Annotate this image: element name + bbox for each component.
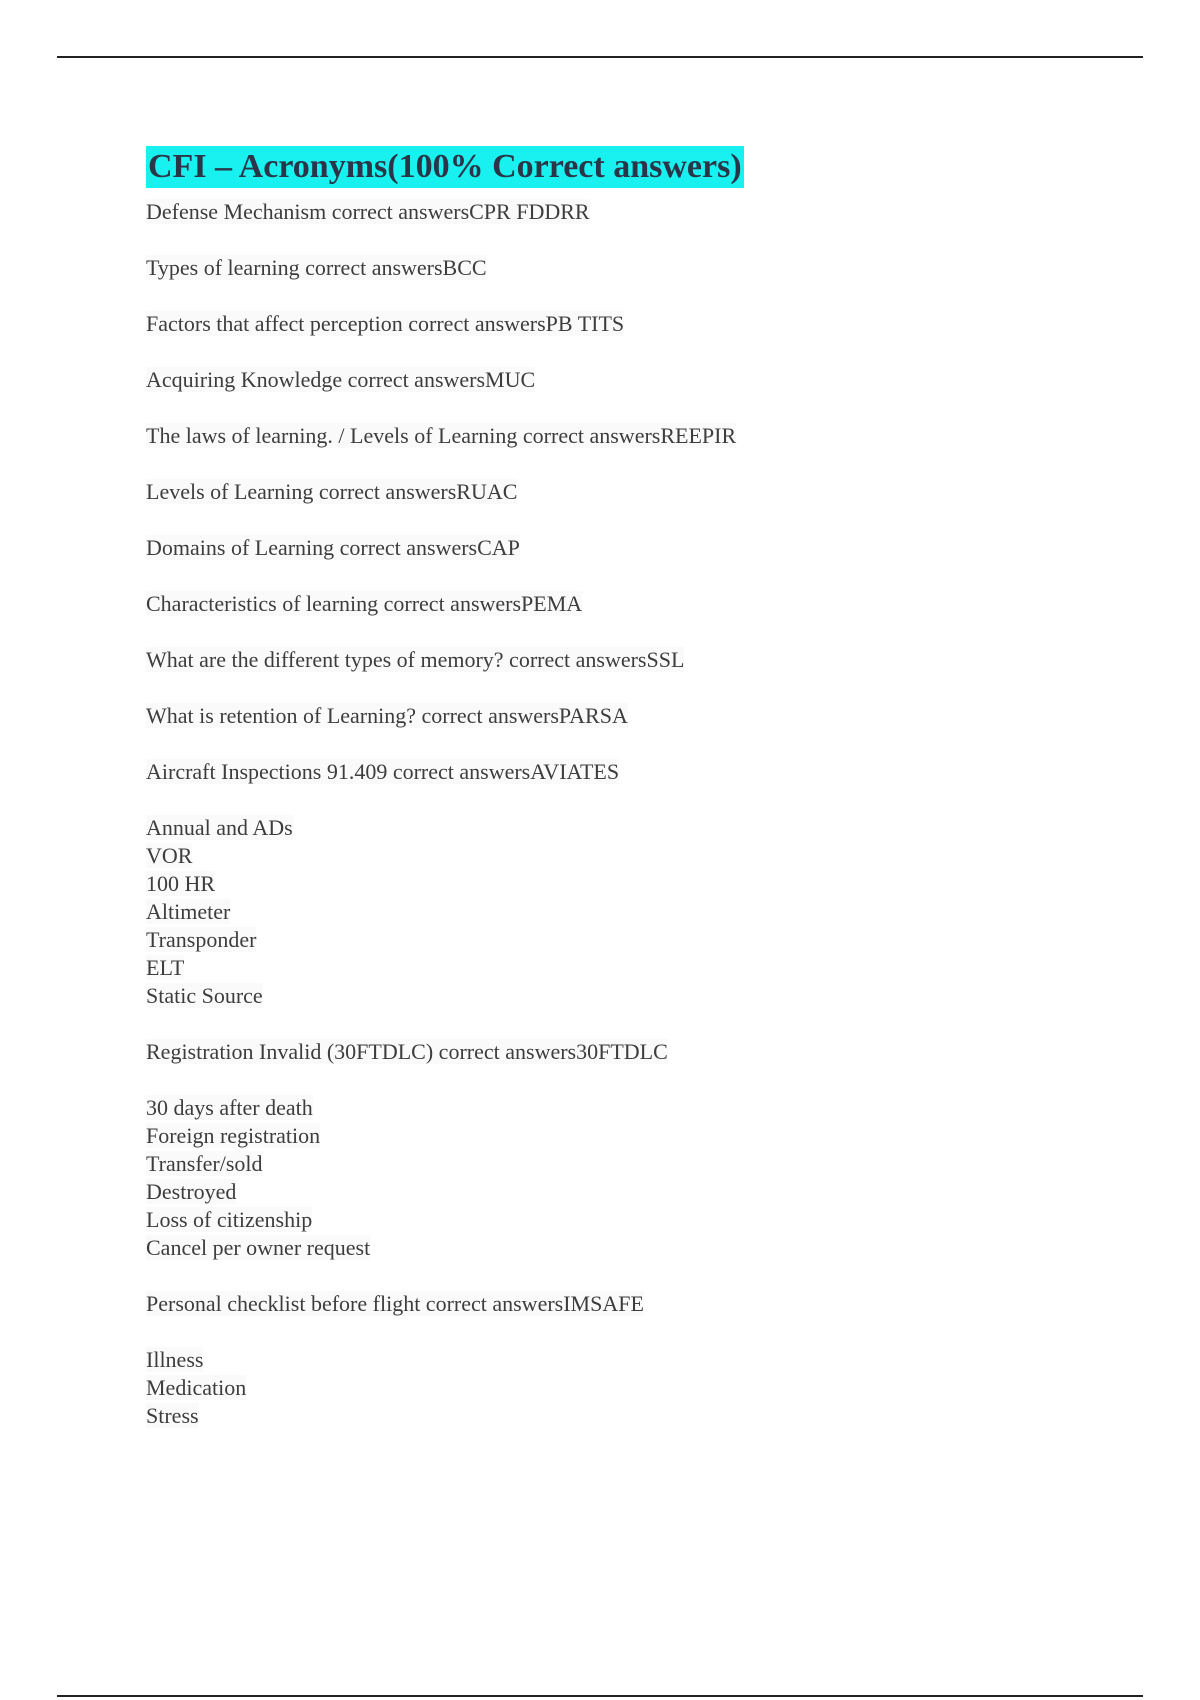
- entry-line: 100 HR: [146, 871, 216, 896]
- entry-types-of-learning: [146, 254, 1146, 282]
- entry-imsafe-list: [146, 1346, 1146, 1430]
- entry-line: What is retention of Learning? correct answersPARSA: [146, 703, 628, 728]
- entry-aircraft-inspections: [146, 758, 1146, 786]
- entry-line: Transfer/sold: [146, 1151, 263, 1176]
- entry-line: Transponder: [146, 927, 257, 952]
- entry-line: Medication: [146, 1375, 247, 1400]
- entry-line: Domains of Learning correct answersCAP: [146, 535, 520, 560]
- entry-line: Aircraft Inspections 91.409 correct answersAVIATES: [146, 759, 620, 784]
- entry-domains-of-learning: [146, 534, 1146, 562]
- entry-line: Personal checklist before flight correct answersIMSAFE: [146, 1291, 644, 1316]
- entry-acquiring-knowledge: [146, 366, 1146, 394]
- entry-line: Static Source: [146, 983, 263, 1008]
- document-body: [146, 146, 1146, 1458]
- header-rule: [57, 56, 1143, 58]
- entry-line: Levels of Learning correct answersRUAC: [146, 479, 518, 504]
- entry-personal-checklist: [146, 1290, 1146, 1318]
- entry-line: Types of learning correct answersBCC: [146, 255, 487, 280]
- footer-rule: [57, 1695, 1143, 1697]
- entry-line: Acquiring Knowledge correct answersMUC: [146, 367, 536, 392]
- entry-levels-of-learning: [146, 478, 1146, 506]
- entry-line: Factors that affect perception correct answersPB TITS: [146, 311, 625, 336]
- entry-factors-perception: [146, 310, 1146, 338]
- entry-characteristics-of-learning: [146, 590, 1146, 618]
- entry-line: Altimeter: [146, 899, 231, 924]
- entry-types-of-memory: [146, 646, 1146, 674]
- entry-line: ELT: [146, 955, 185, 980]
- entry-laws-of-learning: [146, 422, 1146, 450]
- document-title: CFI – Acronyms(100% Correct answers): [146, 146, 744, 188]
- entry-line: Illness: [146, 1347, 204, 1372]
- entry-defense-mechanism: [146, 198, 1146, 226]
- entry-line: 30 days after death: [146, 1095, 313, 1120]
- entry-line: Stress: [146, 1403, 199, 1428]
- entry-line: The laws of learning. / Levels of Learning correct answersREEPIR: [146, 423, 737, 448]
- entry-line: Destroyed: [146, 1179, 237, 1204]
- entry-line: What are the different types of memory? correct answersSSL: [146, 647, 685, 672]
- entry-line: Defense Mechanism correct answersCPR FDDRR: [146, 199, 590, 224]
- entry-registration-invalid: [146, 1038, 1146, 1066]
- entry-line: Foreign registration: [146, 1123, 321, 1148]
- entry-retention-of-learning: [146, 702, 1146, 730]
- entry-line: Registration Invalid (30FTDLC) correct answers30FTDLC: [146, 1039, 668, 1064]
- entry-line: VOR: [146, 843, 193, 868]
- entry-30ftdlc-list: [146, 1094, 1146, 1262]
- entry-line: Loss of citizenship: [146, 1207, 313, 1232]
- entry-aviates-list: [146, 814, 1146, 1010]
- entry-line: Cancel per owner request: [146, 1235, 371, 1260]
- entry-line: Annual and ADs: [146, 815, 293, 840]
- entry-line: Characteristics of learning correct answersPEMA: [146, 591, 583, 616]
- entry-list: [146, 198, 1146, 1430]
